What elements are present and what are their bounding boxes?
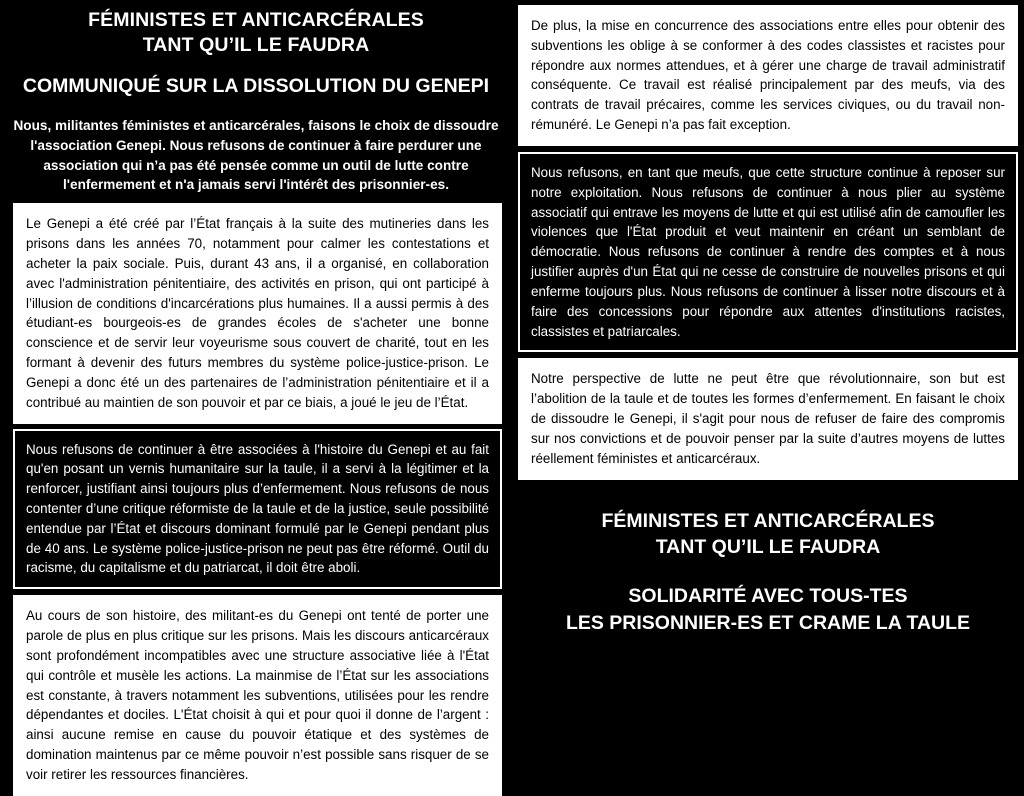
left-text-box-1-body: Le Genepi a été créé par l’État français à la suite des mutineries dans les prisons dans les années 70, notamment pour calmer les contestations et acheter la paix sociale. Puis, durant 43 ans, il a organisé, en collaboration avec l'administration pénitentiaire, des activités en prison, qui ont participé à l’illusion de conditions d'incarcérations plus humaines. Il a aussi permis à des étudiant-es bourgeois-es de grandes écoles de s'acheter une bonne conscience et de servir leur voyeurisme sous couvert de charité, tout en les formant à devenir des futurs membres du système police-justice-prison. Le Genepi a donc été un des partenaires de l’administration pénitentiaire et il a contribué au maintien de son pouvoir et par ce biais, a joué le jeu de l’État. (26, 216, 489, 410)
left-text-box-1 (13, 203, 502, 423)
right-column (512, 0, 1024, 722)
left-text-box-2 (13, 429, 502, 590)
right-text-box-2-body: Nous refusons, en tant que meufs, que cette structure continue à reposer sur notre exploitation. Nous refusons de continuer à nous plier au système associatif qui entrave les moyens de lutte et qui est utilisé afin de camoufler les violences que l'État produit et veut maintenir en créant un semblant de démocratie. Nous refusons de continuer à rendre des comptes et à nous justifier auprès d'un État qui ne cesse de construire de nouvelles prisons et qui enferme toujours plus. Nous refusons de continuer à lisser notre discours et à faire des concessions pour répondre aux attentes d'institutions racistes, classistes et patriarcales. (531, 164, 1005, 339)
right-text-box-3 (518, 358, 1018, 479)
headline-line-1: FÉMINISTES ET ANTICARCÉRALES (88, 9, 424, 31)
left-column (0, 0, 512, 782)
footer-line-1: FÉMINISTES ET ANTICARCÉRALES (601, 509, 935, 532)
left-text-box-2-body: Nous refusons de continuer à être associées à l'histoire du Genepi et au fait qu'en posant un vernis humanitaire sur la taule, il a servi à la légitimer et la renforcer, justifiant ainsi toujours plus d’enfermement. Nous refusons de nous contenter d’une critique réformiste de la taule et de la justice, seule possibilité entendue par l’État et discours dominant formulé par le Genepi pendant plus de 40 ans. Le système police-justice-prison ne peut pas être réformé. Outil du racisme, du capitalisme et du patriarcat, il doit être aboli. (26, 441, 489, 576)
headline-line-2: TANT QU’IL LE FAUDRA (142, 33, 370, 56)
page-title: COMMUNIQUÉ SUR LA DISSOLUTION DU GENEPI (22, 74, 490, 97)
footer-line-2: TANT QU’IL LE FAUDRA (655, 536, 881, 559)
right-text-box-1 (518, 5, 1018, 146)
footer-line-3: SOLIDARITÉ AVEC TOUS-TES (628, 585, 908, 608)
footer-line-4: LES PRISONNIER-ES ET CRAME LA TAULE (565, 612, 971, 635)
right-text-box-3-body: Notre perspective de lutte ne peut être que révolutionnaire, son but est l’abolition de la taule et de toutes les formes d’enfermement. En faisant le choix de dissoudre le Genepi, il s'agit pour nous de refuser de faire des compromis sur nos convictions et de pouvoir penser par la suite d’autres moyens de luttes réellement féministes et anticarcéraux. (531, 371, 1005, 466)
right-text-box-2 (518, 152, 1018, 352)
footer-spacer (526, 561, 1010, 583)
left-text-box-3-body: Au cours de son histoire, des militant-es du Genepi ont tenté de porter une parole de plus en plus critique sur les prisons. Mais les discours anticarcéraux sont profondément incompatibles avec une structure associative liée à l'État qui contrôle et musèle les actions. La mainmise de l’État sur les associations est constante, à travers notamment les subventions, utilisées pour les rendre dépendantes et dociles. L'État choisit à qui et pour quoi il donne de l’argent : ainsi aucune remise en cause du pouvoir étatique et des systèmes de domination maintenus par ce même pouvoir n’est possible sans risquer de se voir retirer les ressources financières. (26, 608, 489, 782)
left-text-box-3 (13, 595, 502, 795)
footer-block (512, 508, 1024, 638)
headline-block (0, 0, 512, 99)
intro-paragraph: Nous, militantes féministes et anticarcérales, faisons le choix de dissoudre l'association Genepi. Nous refusons de continuer à faire perdurer une association qui n’a pas été pensée comme un outil de lutte contre l'enfermement et n'a jamais servi l'intérêt des prisonnier-es. (13, 117, 499, 193)
right-text-box-1-body: De plus, la mise en concurrence des associations entre elles pour obtenir des subventions les oblige à se conformer à des codes classistes et racistes pour répondre aux normes attendues, et à gérer une charge de travail administratif conséquente. Ce travail est réalisé principalement par des meufs, via des contrats de travail précaires, comme les services civiques, ou du travail non-rémunéré. Le Genepi n’a pas fait exception. (531, 18, 1005, 133)
